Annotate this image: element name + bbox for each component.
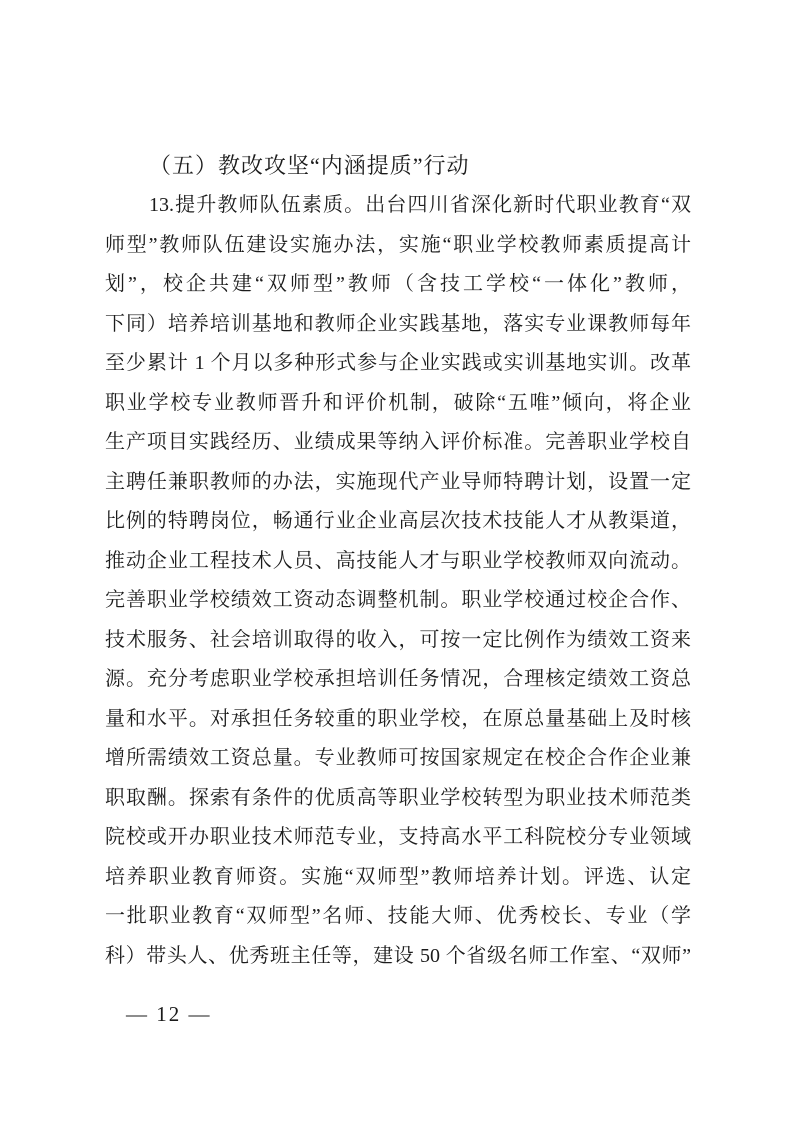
paragraph-line: 推动企业工程技术人员、高技能人才与职业学校教师双向流动。	[105, 549, 691, 572]
paragraph-line: 比例的特聘岗位，畅通行业企业高层次技术技能人才从教渠道，	[105, 510, 691, 532]
paragraph-line: 主聘任兼职教师的办法，实施现代产业导师特聘计划，设置一定	[105, 470, 691, 493]
paragraph-line: 源。充分考虑职业学校承担培训任务情况，合理核定绩效工资总	[105, 668, 691, 690]
paragraph-line: 完善职业学校绩效工资动态调整机制。职业学校通过校企合作、	[105, 589, 691, 611]
paragraph-line: 13.提升教师队伍素质。出台四川省深化新时代职业教育“双	[149, 194, 691, 216]
paragraph-line: 下同）培养培训基地和教师企业实践基地，落实专业课教师每年	[105, 312, 691, 335]
paragraph-line: 院校或开办职业技术师范专业，支持高水平工科院校分专业领域	[105, 826, 691, 848]
page-number: — 12 —	[126, 1002, 212, 1026]
paragraph-line: 一批职业教育“双师型”名师、技能大师、优秀校长、专业（学	[105, 905, 691, 927]
paragraph-line: 生产项目实践经历、业绩成果等纳入评价标准。完善职业学校自	[105, 431, 691, 453]
paragraph-line: 科）带头人、优秀班主任等，建设 50 个省级名师工作室、“双师”	[105, 944, 691, 967]
paragraph-line: 划”，校企共建“双师型”教师（含技工学校“一体化”教师，	[105, 273, 691, 295]
section-heading: （五）教改攻坚“内涵提质”行动	[149, 153, 470, 178]
paragraph-line: 师型”教师队伍建设实施办法，实施“职业学校教师素质提高计	[105, 233, 691, 256]
paragraph-line: 职业学校专业教师晋升和评价机制，破除“五唯”倾向，将企业	[105, 391, 691, 414]
paragraph-line: 技术服务、社会培训取得的收入，可按一定比例作为绩效工资来	[105, 628, 691, 651]
paragraph-line: 量和水平。对承担任务较重的职业学校，在原总量基础上及时核	[105, 707, 691, 730]
paragraph-line: 至少累计 1 个月以多种形式参与企业实践或实训基地实训。改革	[105, 352, 691, 374]
page-content	[105, 146, 691, 976]
paragraph-line: 培养职业教育师资。实施“双师型”教师培养计划。评选、认定	[105, 865, 691, 888]
paragraph-line: 职取酬。探索有条件的优质高等职业学校转型为职业技术师范类	[105, 786, 691, 809]
paragraph-line: 增所需绩效工资总量。专业教师可按国家规定在校企合作企业兼	[105, 747, 691, 769]
